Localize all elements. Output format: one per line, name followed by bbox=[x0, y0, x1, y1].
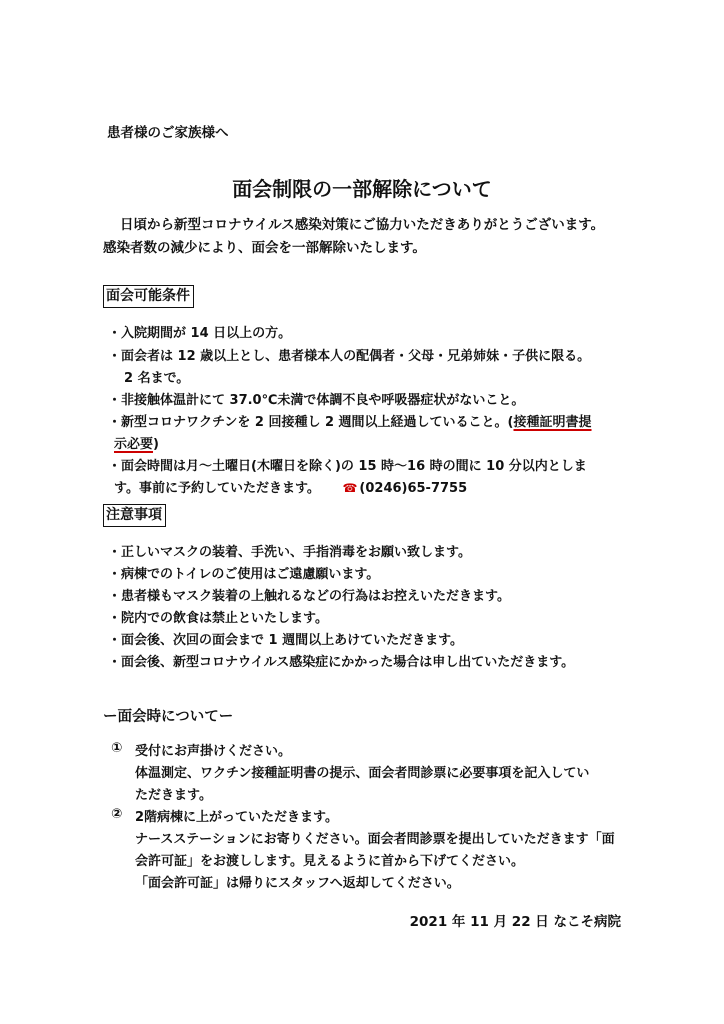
date-and-hospital: 2021 年 11 月 22 日 なこそ病院 bbox=[409, 914, 621, 930]
condition-item-5-cont bbox=[114, 477, 467, 496]
condition-item-4 bbox=[108, 411, 592, 430]
step-1-title: 受付にお声掛けください。 bbox=[135, 744, 292, 759]
condition-item-4-cont bbox=[114, 433, 159, 452]
condition-item-2-cont: 2 名まで。 bbox=[124, 371, 190, 386]
note-item-5: ・面会後、次回の面会まで 1 週間以上あけていただきます。 bbox=[108, 633, 464, 648]
intro-line-2: 感染者数の減少により、面会を一部解除いたします。 bbox=[103, 240, 426, 256]
note-item-6: ・面会後、新型コロナウイルス感染症にかかった場合は申し出ていただきます。 bbox=[108, 655, 575, 670]
conditions-heading: 面会可能条件 bbox=[103, 285, 194, 308]
step-2-title: 2階病棟に上がっていただきます。 bbox=[135, 810, 339, 825]
step-2-line-3: 「面会許可証」は帰りにスタッフへ返却してください。 bbox=[135, 876, 460, 891]
condition-item-5-text: す。事前に予約していただきます。 bbox=[114, 481, 320, 496]
condition-item-4-close: ) bbox=[153, 437, 159, 452]
step-2-number: ② bbox=[111, 806, 123, 822]
condition-item-5: ・面会時間は月～土曜日(木曜日を除く)の 15 時～16 時の間に 10 分以内としま bbox=[108, 459, 587, 474]
phone-icon: ☎ bbox=[342, 481, 358, 495]
phone-number: (0246)65-7755 bbox=[359, 481, 468, 496]
visit-section-heading: ー面会時についてー bbox=[103, 709, 234, 725]
certificate-required-note-cont: 示必要 bbox=[114, 437, 154, 452]
step-2-line-1: ナースステーションにお寄りください。面会者問診票を提出していただきます「面 bbox=[135, 832, 615, 847]
condition-item-4-text: ・新型コロナワクチンを 2 回接種し 2 週間以上経過していること。( bbox=[108, 415, 514, 430]
note-item-2: ・病棟でのトイレのご使用はご遠慮願います。 bbox=[108, 567, 380, 582]
step-1-line-1: 体温測定、ワクチン接種証明書の提示、面会者問診票に必要事項を記入してい bbox=[135, 766, 590, 781]
notes-heading: 注意事項 bbox=[103, 504, 166, 527]
step-1-line-2: ただきます。 bbox=[135, 788, 212, 803]
condition-item-2: ・面会者は 12 歳以上とし、患者様本人の配偶者・父母・兄弟姉妹・子供に限る。 bbox=[108, 349, 591, 364]
note-item-4: ・院内での飲食は禁止といたします。 bbox=[108, 611, 328, 626]
intro-line-1: 日頃から新型コロナウイルス感染対策にご協力いただきありがとうございます。 bbox=[120, 217, 605, 233]
step-1-number: ① bbox=[111, 740, 123, 756]
page-title: 面会制限の一部解除について bbox=[232, 177, 492, 201]
addressee: 患者様のご家族様へ bbox=[107, 125, 229, 141]
note-item-3: ・患者様もマスク装着の上触れるなどの行為はお控えいただきます。 bbox=[108, 589, 510, 604]
phone-contact bbox=[342, 481, 467, 496]
condition-item-1: ・入院期間が 14 日以上の方。 bbox=[108, 326, 292, 341]
step-2-line-2: 会許可証」をお渡しします。見えるように首から下げてください。 bbox=[135, 854, 524, 869]
condition-item-3: ・非接触体温計にて 37.0℃未満で体調不良や呼吸器症状がないこと。 bbox=[108, 393, 525, 408]
note-item-1: ・正しいマスクの装着、手洗い、手指消毒をお願い致します。 bbox=[108, 545, 471, 560]
certificate-required-note: 接種証明書提 bbox=[513, 415, 592, 430]
